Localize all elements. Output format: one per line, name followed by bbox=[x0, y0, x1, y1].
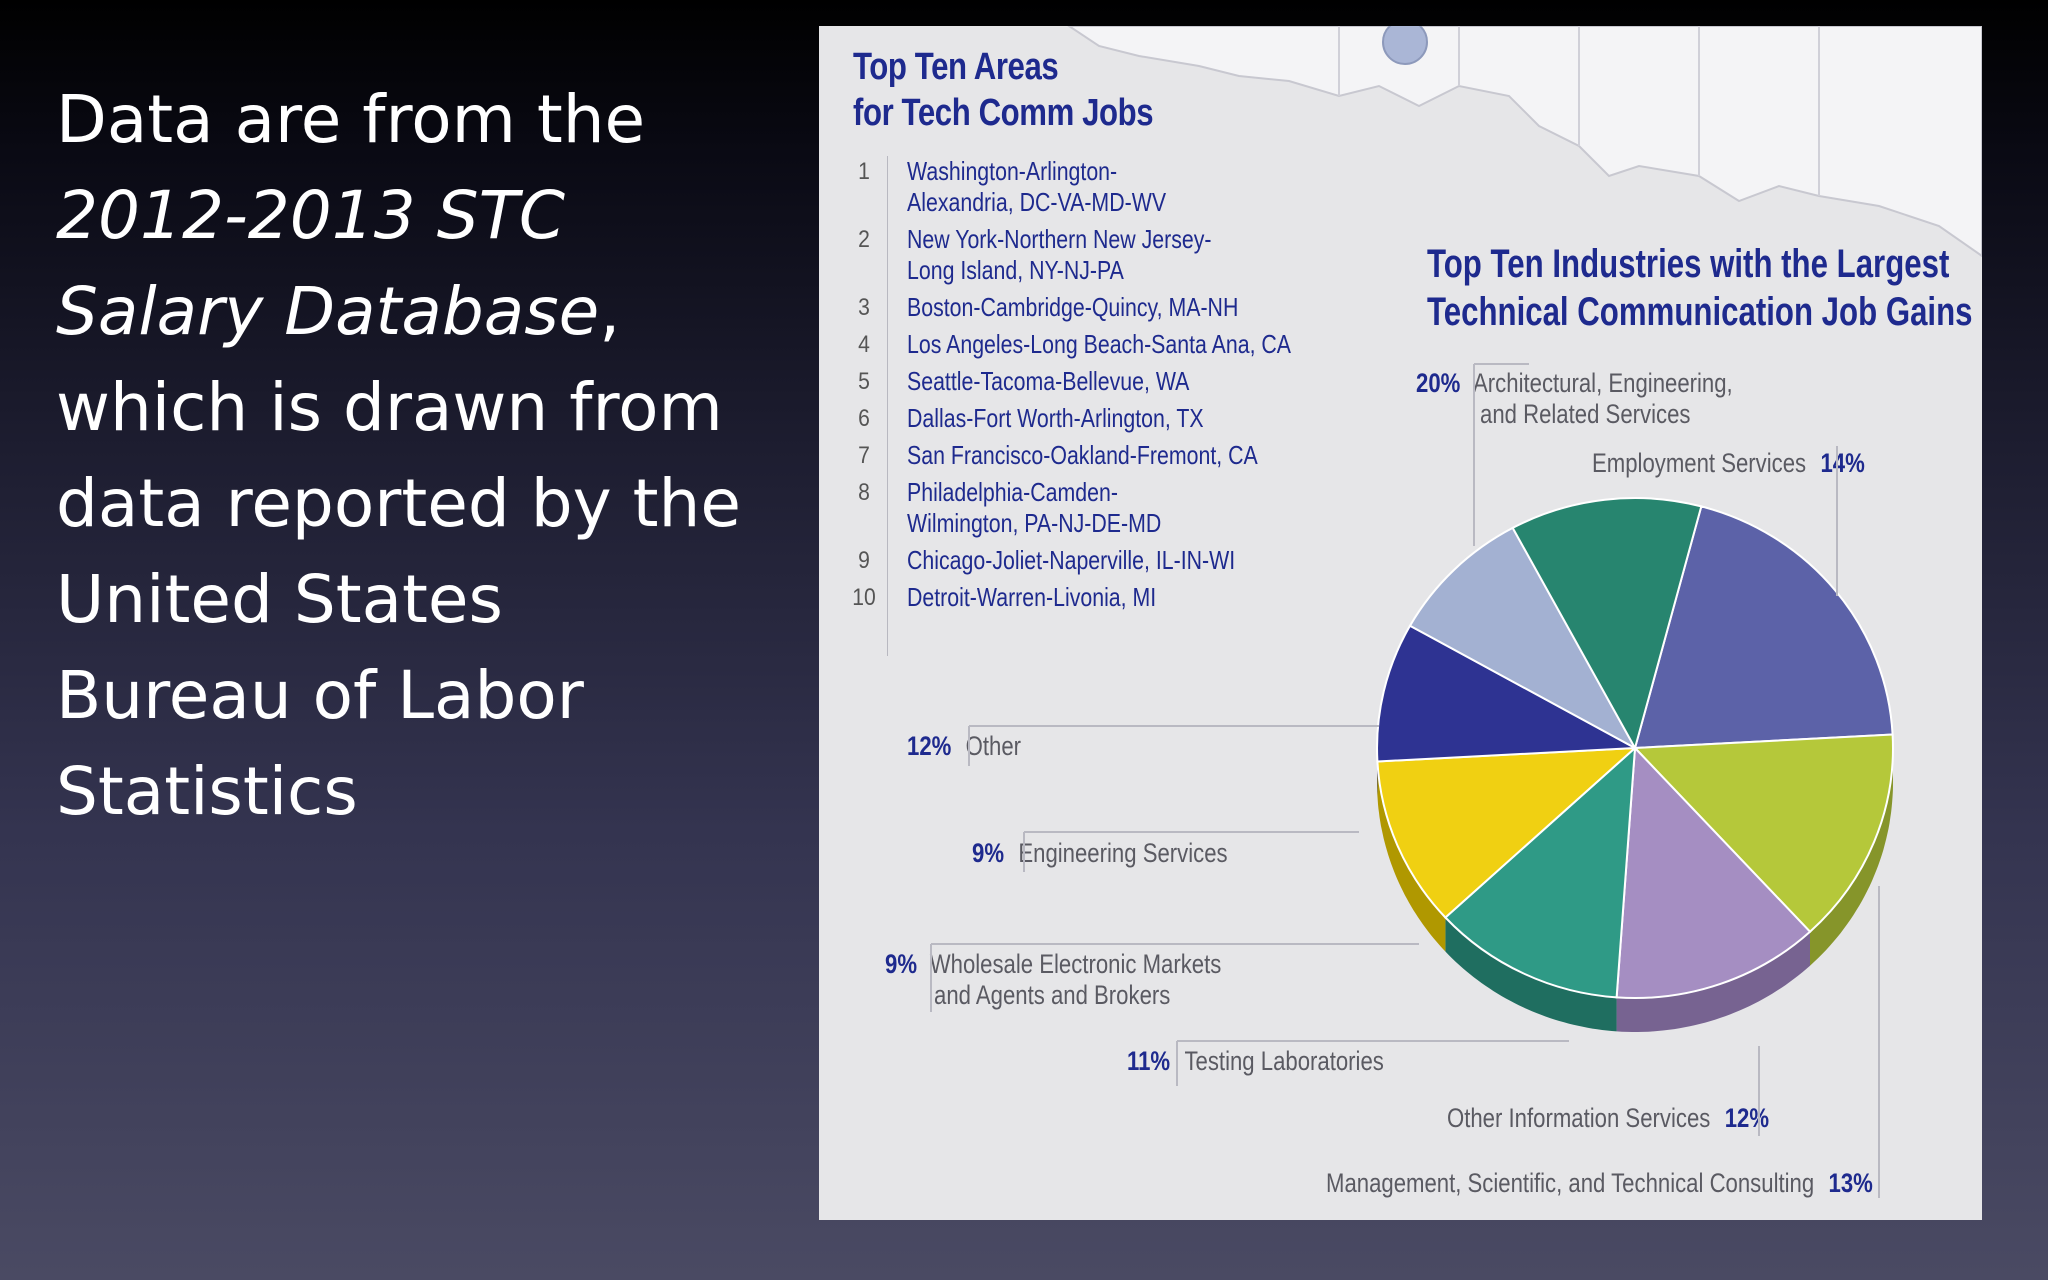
slide-body-text bbox=[56, 72, 756, 840]
area-name: Chicago-Joliet-Naperville, IL-IN-WI bbox=[907, 545, 1236, 575]
areas-title-line: for Tech Comm Jobs bbox=[853, 92, 1154, 134]
chart-title-line: Top Ten Industries with the Largest bbox=[1427, 242, 1950, 286]
text-line: United States bbox=[56, 561, 503, 638]
text-line: 2012-2013 STC bbox=[56, 177, 566, 254]
area-name: Seattle-Tacoma-Bellevue, WA bbox=[907, 366, 1190, 396]
area-rank: 2 bbox=[858, 226, 870, 253]
slice-label: 9% Engineering Services bbox=[972, 838, 1228, 868]
area-rank: 6 bbox=[858, 405, 870, 432]
text-line: Data are from the bbox=[56, 81, 646, 158]
areas-title-line: Top Ten Areas bbox=[853, 46, 1059, 88]
text-line: Statistics bbox=[56, 753, 358, 830]
area-rank: 9 bbox=[858, 547, 870, 574]
slice-label: 11% Testing Laboratories bbox=[1127, 1046, 1384, 1076]
database-name: Salary Database bbox=[56, 273, 600, 350]
chart-title-line: Technical Communication Job Gains bbox=[1427, 290, 1973, 334]
slice-label: 20% Architectural, Engineering, bbox=[1416, 368, 1733, 398]
area-rank: 8 bbox=[858, 479, 870, 506]
area-rank: 10 bbox=[852, 584, 876, 611]
slice-label: Other Information Services 12% bbox=[1447, 1103, 1770, 1133]
area-name: New York-Northern New Jersey- Long Island, NY-NJ-PA bbox=[907, 224, 1212, 285]
area-name: Washington-Arlington- Alexandria, DC-VA-MD-WV bbox=[907, 156, 1167, 217]
slice-label: Employment Services 14% bbox=[1592, 448, 1865, 478]
area-name: Los Angeles-Long Beach-Santa Ana, CA bbox=[907, 329, 1292, 359]
slice-label-cont: and Related Services bbox=[1480, 399, 1691, 429]
area-rank: 4 bbox=[858, 331, 870, 358]
comma: , bbox=[599, 273, 621, 350]
text-line: which is drawn from bbox=[56, 369, 723, 446]
area-rank: 5 bbox=[858, 368, 870, 395]
area-name: San Francisco-Oakland-Fremont, CA bbox=[907, 440, 1258, 470]
infographic bbox=[819, 26, 1982, 1220]
text-line: data reported by the bbox=[56, 465, 741, 542]
slice-label: 12% Other bbox=[907, 731, 1022, 761]
area-rank: 3 bbox=[858, 294, 870, 321]
pie-chart bbox=[819, 26, 1982, 1220]
area-rank: 1 bbox=[858, 158, 870, 185]
slice-label: Management, Scientific, and Technical Consulting 13% bbox=[1326, 1168, 1873, 1198]
text-line: Bureau of Labor bbox=[56, 657, 584, 734]
area-name: Philadelphia-Camden- Wilmington, PA-NJ-DE-MD bbox=[907, 477, 1162, 538]
area-name: Dallas-Fort Worth-Arlington, TX bbox=[907, 403, 1204, 433]
area-rank: 7 bbox=[858, 442, 870, 469]
area-name: Detroit-Warren-Livonia, MI bbox=[907, 582, 1157, 612]
slice-label-cont: and Agents and Brokers bbox=[934, 980, 1171, 1010]
area-name: Boston-Cambridge-Quincy, MA-NH bbox=[907, 292, 1239, 322]
slice-label: 9% Wholesale Electronic Markets bbox=[885, 949, 1222, 979]
